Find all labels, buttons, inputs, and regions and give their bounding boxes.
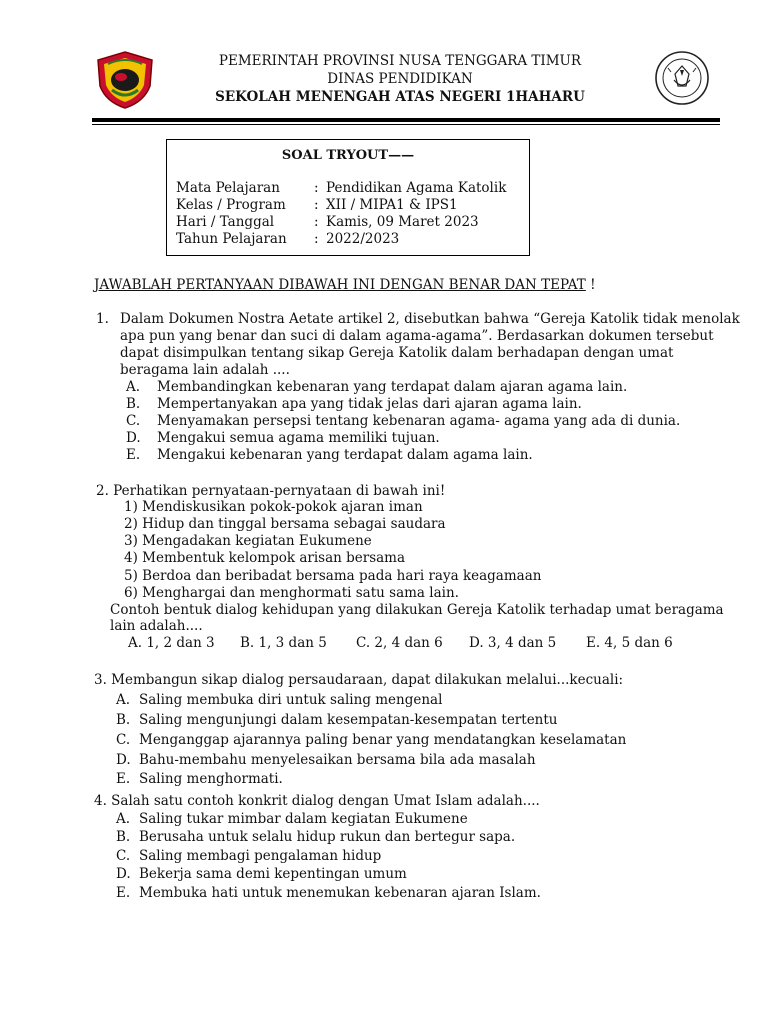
q1-option-text: Mempertanyakan apa yang tidak jelas dari ajaran agama lain. (157, 396, 582, 412)
header-divider-thick (92, 118, 720, 122)
info-row-date (176, 214, 479, 231)
header-government: PEMERINTAH PROVINSI NUSA TENGGARA TIMUR (218, 53, 582, 69)
q2-statement: 2) Hidup dan tinggal bersama sebagai saudara (124, 516, 446, 532)
q3-option-text: Saling mengunjungi dalam kesempatan-kesempatan tertentu (139, 712, 558, 728)
info-label: Mata Pelajaran (176, 180, 280, 196)
q4-option-text: Saling membagi pengalaman hidup (139, 848, 382, 864)
info-label: Tahun Pelajaran (176, 231, 287, 247)
q4-option-letter: C. (116, 848, 131, 864)
q4-option-text: Saling tukar mimbar dalam kegiatan Eukumene (139, 811, 468, 827)
q4-option-letter: A. (116, 811, 131, 827)
q2-question-line: lain adalah.... (110, 618, 203, 634)
q1-option-letter: C. (126, 413, 141, 429)
info-value: XII / MIPA1 & IPS1 (326, 197, 458, 213)
q4-option-text: Bekerja sama demi kepentingan umum (139, 866, 407, 882)
q2-option: C. 2, 4 dan 6 (356, 635, 443, 651)
q2-question-line: Contoh bentuk dialog kehidupan yang dilakukan Gereja Katolik terhadap umat beragama (110, 602, 724, 618)
instruction-text: JAWABLAH PERTANYAAN DIBAWAH INI DENGAN BENAR DAN TEPAT (94, 277, 586, 293)
q1-option-text: Mengakui kebenaran yang terdapat dalam agama lain. (157, 447, 533, 463)
q1-option-letter: E. (126, 447, 141, 463)
q1-stem-line: beragama lain adalah .... (120, 362, 290, 378)
q3-option-text: Saling membuka diri untuk saling mengenal (139, 692, 443, 708)
info-colon: : (314, 214, 319, 230)
info-label: Hari / Tanggal (176, 214, 275, 230)
q2-statement: 1) Mendiskusikan pokok-pokok ajaran iman (124, 499, 423, 515)
header-school-name: SEKOLAH MENENGAH ATAS NEGERI 1HAHARU (215, 89, 585, 105)
provincial-emblem-logo (94, 50, 156, 110)
exam-info-box (166, 139, 530, 256)
q1-option-letter: A. (126, 379, 141, 395)
q1-stem-line: Dalam Dokumen Nostra Aetate artikel 2, disebutkan bahwa “Gereja Katolik tidak menolak (120, 311, 740, 327)
q4-option-letter: B. (116, 829, 131, 845)
q1-option-text: Mengakui semua agama memiliki tujuan. (157, 430, 440, 446)
q2-statement: 3) Mengadakan kegiatan Eukumene (124, 533, 372, 549)
info-label: Kelas / Program (176, 197, 286, 213)
exam-title: SOAL TRYOUT—— (281, 148, 415, 163)
q2-stem: 2. Perhatikan pernyataan-pernyataan di bawah ini! (96, 483, 446, 499)
q3-option-text: Saling menghormati. (139, 771, 283, 787)
info-row-year (176, 231, 399, 248)
info-value: Pendidikan Agama Katolik (326, 180, 507, 196)
q4-option-text: Berusaha untuk selalu hidup rukun dan bertegur sapa. (139, 829, 516, 845)
info-colon: : (314, 231, 319, 247)
q3-option-letter: E. (116, 771, 131, 787)
q3-option-letter: D. (116, 752, 131, 768)
q2-option: D. 3, 4 dan 5 (469, 635, 557, 651)
q2-statement: 6) Menghargai dan menghormati satu sama lain. (124, 585, 459, 601)
q3-option-letter: A. (116, 692, 131, 708)
header-divider-thin (92, 124, 720, 125)
instruction-suffix: ! (585, 277, 596, 293)
q1-number: 1. (96, 311, 109, 327)
q3-option-text: Bahu-membahu menyelesaikan bersama bila ada masalah (139, 752, 536, 768)
q2-option: A. 1, 2 dan 3 (128, 635, 215, 651)
q1-stem-line: apa pun yang benar dan suci di dalam agama-agama”. Berdasarkan dokumen tersebut (120, 328, 714, 344)
q3-option-letter: C. (116, 732, 131, 748)
info-value: 2022/2023 (326, 231, 400, 247)
q2-option: B. 1, 3 dan 5 (240, 635, 327, 651)
tut-wuri-handayani-logo (654, 50, 710, 106)
q1-option-text: Menyamakan persepsi tentang kebenaran agama- agama yang ada di dunia. (157, 413, 681, 429)
info-row-class (176, 197, 458, 214)
header-department: DINAS PENDIDIKAN (327, 71, 473, 87)
q4-option-text: Membuka hati untuk menemukan kebenaran ajaran Islam. (139, 885, 541, 901)
q1-option-letter: D. (126, 430, 141, 446)
info-colon: : (314, 197, 319, 213)
q4-option-letter: E. (116, 885, 131, 901)
q2-statement: 4) Membentuk kelompok arisan bersama (124, 550, 406, 566)
instruction (94, 277, 596, 294)
q1-option-text: Membandingkan kebenaran yang terdapat dalam ajaran agama lain. (157, 379, 628, 395)
q3-option-text: Menganggap ajarannya paling benar yang mendatangkan keselamatan (139, 732, 627, 748)
q2-option: E. 4, 5 dan 6 (586, 635, 673, 651)
q4-stem: 4. Salah satu contoh konkrit dialog dengan Umat Islam adalah.... (94, 793, 540, 809)
q3-stem: 3. Membangun sikap dialog persaudaraan, dapat dilakukan melalui...kecuali: (94, 672, 624, 688)
q2-statement: 5) Berdoa dan beribadat bersama pada hari raya keagamaan (124, 568, 542, 584)
info-row-subject (176, 180, 506, 197)
info-colon: : (314, 180, 319, 196)
q1-stem-line: dapat disimpulkan tentang sikap Gereja Katolik dalam berhadapan dengan umat (120, 345, 674, 361)
q1-option-letter: B. (126, 396, 141, 412)
q3-option-letter: B. (116, 712, 131, 728)
info-value: Kamis, 09 Maret 2023 (326, 214, 479, 230)
q4-option-letter: D. (116, 866, 131, 882)
